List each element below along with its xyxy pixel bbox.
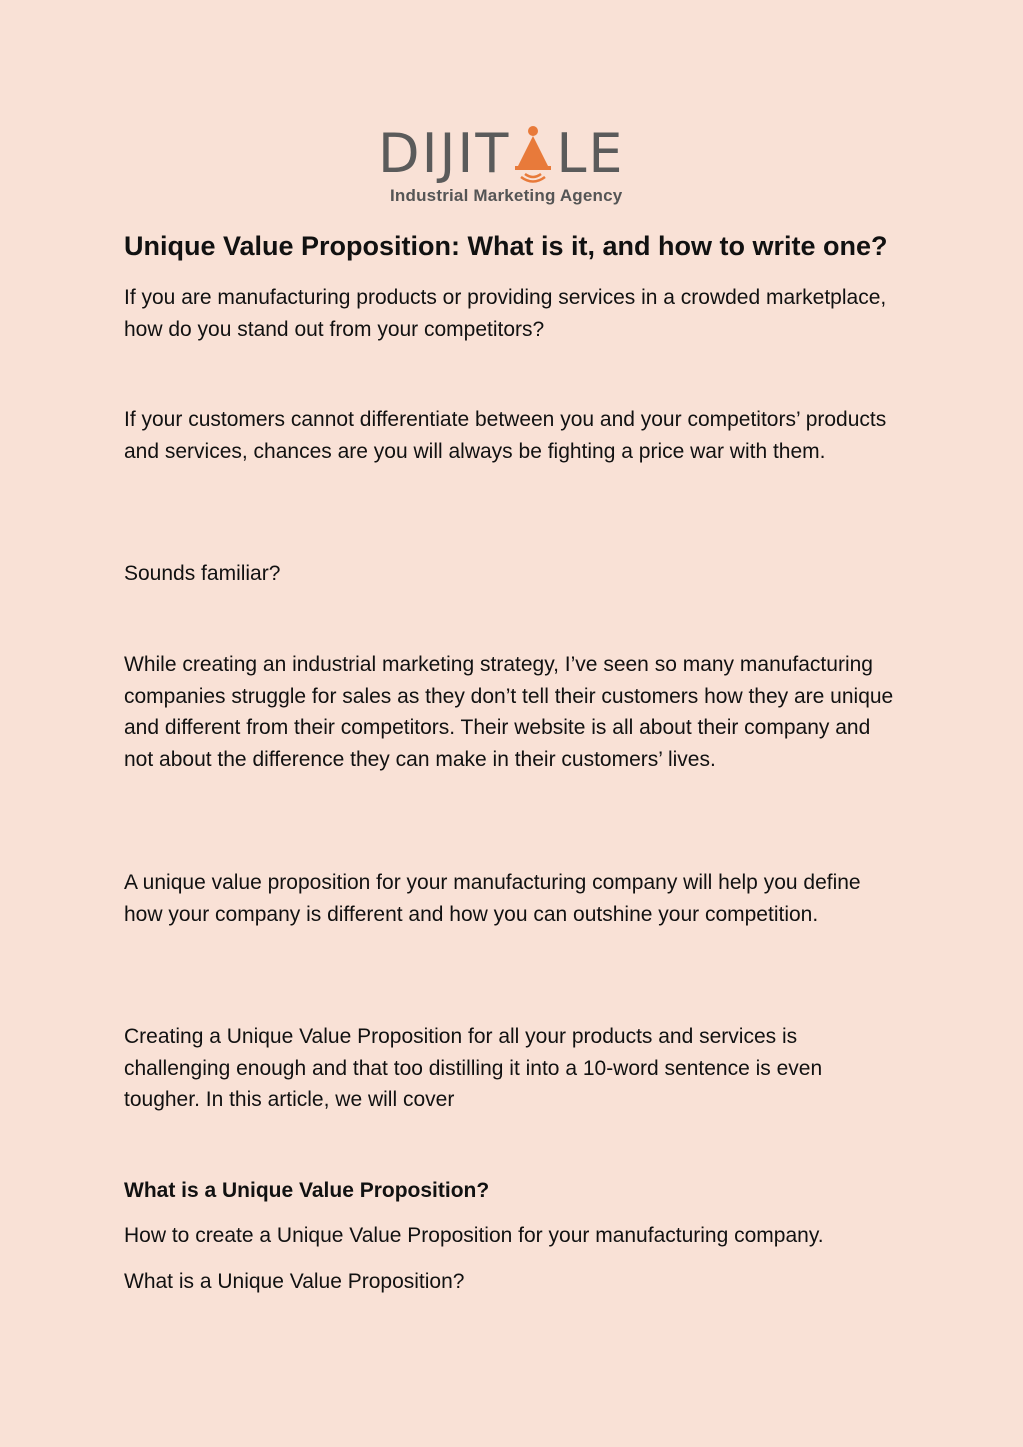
paragraph-differentiation: If your customers cannot differentiate between you and your competitors’ products and services, chances are you will always be fighting a price war with them. (124, 408, 887, 463)
list-item: How to create a Unique Value Proposition for your manufacturing company. (124, 1224, 824, 1247)
list-item: What is a Unique Value Proposition? (124, 1270, 465, 1293)
paragraph-uvp-help: A unique value proposition for your manufacturing company will help you define how your company is different and how you can outshine your competition. (124, 871, 861, 926)
logo-wordmark (378, 124, 625, 184)
paragraph-strategy: While creating an industrial marketing strategy, I’ve seen so many manufacturing companies struggle for sales as they don’t tell their customers how they are unique and different from their competitors. Their website is all about their company and not about the difference they can make in their customers’ lives. (124, 653, 894, 771)
bell-icon (511, 124, 555, 184)
company-logo (378, 124, 646, 214)
logo-text-right: LE (556, 122, 625, 185)
paragraph-cover: Creating a Unique Value Proposition for all your products and services is challenging enough and that too distilling it into a 10-word sentence is even tougher. In this article, we will cover (124, 1025, 823, 1112)
paragraph-familiar: Sounds familiar? (124, 562, 281, 585)
logo-tagline: Industrial Marketing Agency (390, 186, 623, 205)
article-title: Unique Value Proposition: What is it, and how to write one? (124, 231, 888, 261)
logo-text-left: DIJIT (378, 122, 511, 185)
list-heading: What is a Unique Value Proposition? (124, 1179, 490, 1202)
paragraph-intro: If you are manufacturing products or providing services in a crowded marketplace, how do you stand out from your competitors? (124, 286, 887, 341)
